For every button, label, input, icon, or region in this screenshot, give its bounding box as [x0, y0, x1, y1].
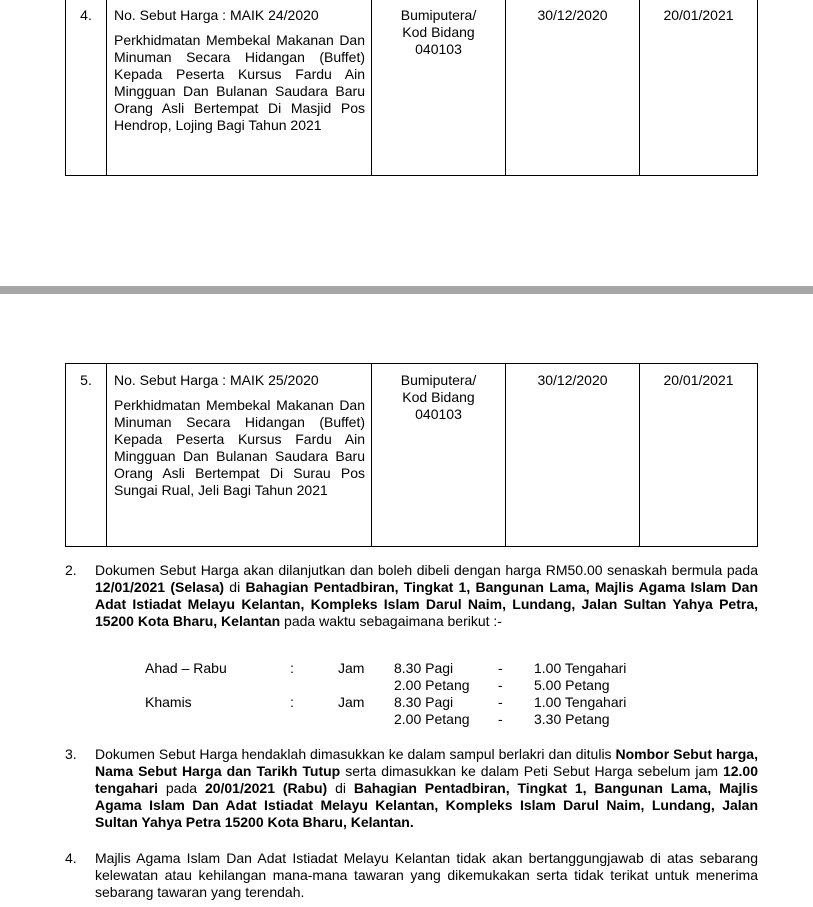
paragraph-number: 3. — [65, 746, 77, 762]
table-row — [66, 0, 758, 176]
schedule-dash: - — [498, 677, 503, 693]
schedule-end: 5.00 Petang — [534, 677, 610, 693]
row-number: 4. — [66, 0, 107, 176]
schedule-colon: : — [290, 660, 294, 676]
schedule-end: 1.00 Tengahari — [534, 694, 627, 710]
category-cell — [372, 364, 506, 547]
category-line: Kod Bidang — [402, 24, 475, 40]
schedule-day: Ahad – Rabu — [145, 660, 227, 676]
schedule-row — [145, 660, 665, 677]
category-line: Bumiputera/ — [400, 372, 477, 388]
paragraph-text — [95, 746, 758, 831]
schedule-dash: - — [498, 660, 503, 676]
row-description-cell — [107, 364, 372, 547]
row-description-cell — [107, 0, 372, 176]
text-run: pada waktu sebagaimana berikut :- — [280, 613, 502, 629]
bold-date: 20/01/2021 (Rabu) — [204, 780, 328, 796]
quotation-table-row-5 — [65, 363, 758, 547]
category-line: Kod Bidang — [402, 389, 475, 405]
category-code: 040103 — [415, 41, 462, 57]
row-number: 5. — [66, 364, 107, 547]
text-run: di — [327, 780, 354, 796]
opening-hours-schedule — [145, 660, 665, 728]
quotation-table-row-4 — [65, 0, 758, 176]
schedule-dash: - — [498, 694, 503, 710]
bold-address: Bahagian Pentadbiran, Tingkat 1, Bangunan Lama, Majlis Agama Islam Dan Adat Istiadat Melayu Kelantan, Kompleks Islam Darul Naim, Lundang, Jalan Sultan Yahya Petra, 15200 Kota Bharu, Kelantan — [95, 579, 759, 629]
schedule-day: Khamis — [145, 694, 192, 710]
schedule-jam: Jam — [338, 694, 365, 710]
schedule-end: 3.30 Petang — [534, 711, 610, 727]
text-run: serta dimasukkan ke dalam Peti Sebut Harga sebelum jam — [340, 763, 723, 779]
schedule-jam: Jam — [338, 660, 365, 676]
quotation-reference: No. Sebut Harga : MAIK 24/2020 — [114, 7, 319, 23]
paragraph-text: Majlis Agama Islam Dan Adat Istiadat Melayu Kelantan tidak akan bertanggungjawab di atas sebarang kelewatan atau kehilangan mana-mana tawaran yang dikemukakan serta tidak terikat untuk menerima sebarang tawaran yang terendah. — [95, 850, 758, 900]
paragraph-number: 4. — [65, 850, 77, 866]
category-code: 040103 — [415, 406, 462, 422]
quotation-reference: No. Sebut Harga : MAIK 25/2020 — [114, 372, 319, 388]
schedule-start: 8.30 Pagi — [394, 694, 454, 710]
close-date: 20/01/2021 — [640, 0, 758, 176]
text-run: Dokumen Sebut Harga hendaklah dimasukkan ke dalam sampul berlakri dan ditulis — [95, 746, 616, 762]
category-line: Bumiputera/ — [400, 7, 477, 23]
open-date: 30/12/2020 — [506, 364, 640, 547]
schedule-start: 2.00 Petang — [394, 711, 470, 727]
bold-time: 12.00 tengahari — [95, 763, 758, 796]
schedule-row — [145, 677, 665, 694]
paragraph-3 — [65, 746, 758, 831]
paragraph-text — [95, 562, 758, 630]
bold-address: Bahagian Pentadbiran, Tingkat 1, Bangunan Lama, Majlis Agama Islam Dan Adat Istiadat Melayu Kelantan, Kompleks Islam Darul Naim, Lundang, Jalan Sultan Yahya Petra 15200 Kota Bharu, Kelantan. — [95, 780, 758, 830]
paragraph-2 — [65, 562, 758, 630]
open-date: 30/12/2020 — [506, 0, 640, 176]
schedule-row — [145, 711, 665, 728]
paragraph-4 — [65, 850, 758, 901]
schedule-dash: - — [498, 711, 503, 727]
page-separator — [0, 286, 813, 294]
schedule-start: 2.00 Petang — [394, 677, 470, 693]
close-date: 20/01/2021 — [640, 364, 758, 547]
schedule-colon: : — [290, 694, 294, 710]
text-run: pada — [158, 780, 205, 796]
text-run: Dokumen Sebut Harga akan dilanjutkan dan boleh dibeli dengan harga RM50.00 senaskah bermula pada — [95, 562, 758, 578]
bold-label: Nombor Sebut harga, Nama Sebut Harga dan Tarikh Tutup — [95, 746, 758, 779]
paragraph-number: 2. — [65, 562, 77, 578]
schedule-end: 1.00 Tengahari — [534, 660, 627, 676]
text-run: di — [224, 579, 246, 595]
quotation-description: Perkhidmatan Membekal Makanan Dan Minuman Secara Hidangan (Buffet) Kepada Peserta Kursus Fardu Ain Mingguan Dan Bulanan Saudara Baru Orang Asli Bertempat Di Surau Pos Sungai Rual, Jeli Bagi Tahun 2021 — [114, 397, 365, 498]
category-cell — [372, 0, 506, 176]
schedule-row — [145, 694, 665, 711]
quotation-description: Perkhidmatan Membekal Makanan Dan Minuman Secara Hidangan (Buffet) Kepada Peserta Kursus Fardu Ain Mingguan Dan Bulanan Saudara Baru Orang Asli Bertempat Di Masjid Pos Hendrop, Lojing Bagi Tahun 2021 — [114, 32, 365, 133]
table-row — [66, 364, 758, 547]
bold-date: 12/01/2021 (Selasa) — [95, 579, 225, 595]
schedule-start: 8.30 Pagi — [394, 660, 454, 676]
